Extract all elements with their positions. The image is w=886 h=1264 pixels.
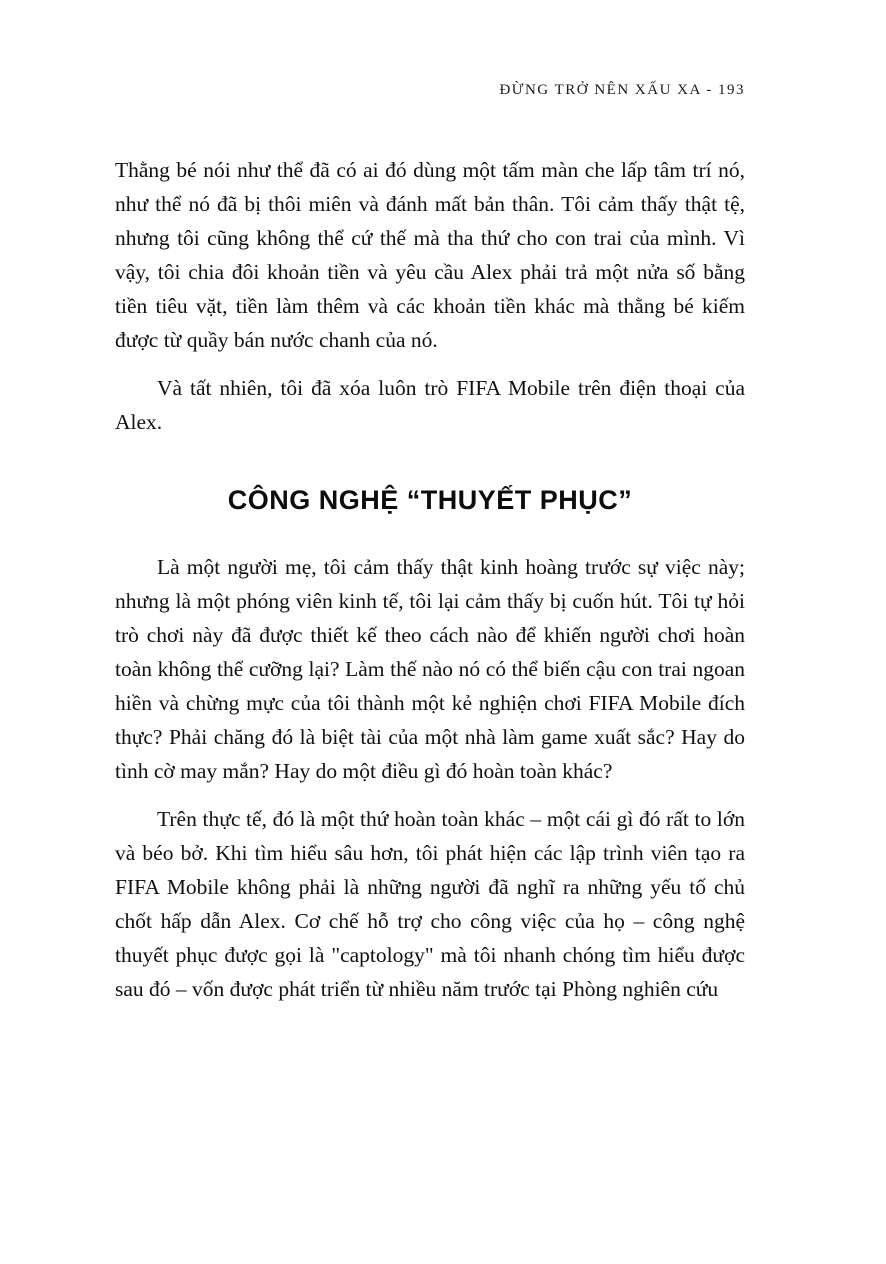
paragraph: Và tất nhiên, tôi đã xóa luôn trò FIFA Mobile trên điện thoại của Alex. [115, 376, 745, 434]
paragraph: Là một người mẹ, tôi cảm thấy thật kinh hoàng trước sự việc này; nhưng là một phóng viên kinh tế, tôi lại cảm thấy bị cuốn hút. Tôi tự hỏi trò chơi này đã được thiết kế theo cách nào để khiến người chơi hoàn toàn không thể cưỡng lại? Làm thế nào nó có thể biến cậu con trai ngoan hiền và chừng mực của tôi thành một kẻ nghiện chơi FIFA Mobile đích thực? Phải chăng đó là biệt tài của một nhà làm game xuất sắc? Hay do tình cờ may mắn? Hay do một điều gì đó hoàn toàn khác? [115, 555, 745, 783]
running-header [115, 82, 745, 99]
section-heading: CÔNG NGHỆ “THUYẾT PHỤC” [227, 485, 633, 515]
running-header-text: ĐỪNG TRỞ NÊN XẤU XA - 193 [499, 82, 745, 98]
paragraph: Trên thực tế, đó là một thứ hoàn toàn khác – một cái gì đó rất to lớn và béo bở. Khi tìm hiểu sâu hơn, tôi phát hiện các lập trình viên tạo ra FIFA Mobile không phải là những người đã nghĩ ra những yếu tố chủ chốt hấp dẫn Alex. Cơ chế hỗ trợ cho công việc của họ – công nghệ thuyết phục được gọi là "captology" mà tôi nhanh chóng tìm hiểu được sau đó – vốn được phát triển từ nhiều năm trước tại Phòng nghiên cứu [115, 807, 745, 1001]
paragraph: Thằng bé nói như thể đã có ai đó dùng một tấm màn che lấp tâm trí nó, như thể nó đã bị thôi miên và đánh mất bản thân. Tôi cảm thấy thật tệ, nhưng tôi cũng không thể cứ thế mà tha thứ cho con trai của mình. Vì vậy, tôi chia đôi khoản tiền và yêu cầu Alex phải trả một nửa số bằng tiền tiêu vặt, tiền làm thêm và các khoản tiền khác mà thằng bé kiếm được từ quầy bán nước chanh của nó. [115, 158, 745, 352]
body-text [115, 153, 745, 1006]
